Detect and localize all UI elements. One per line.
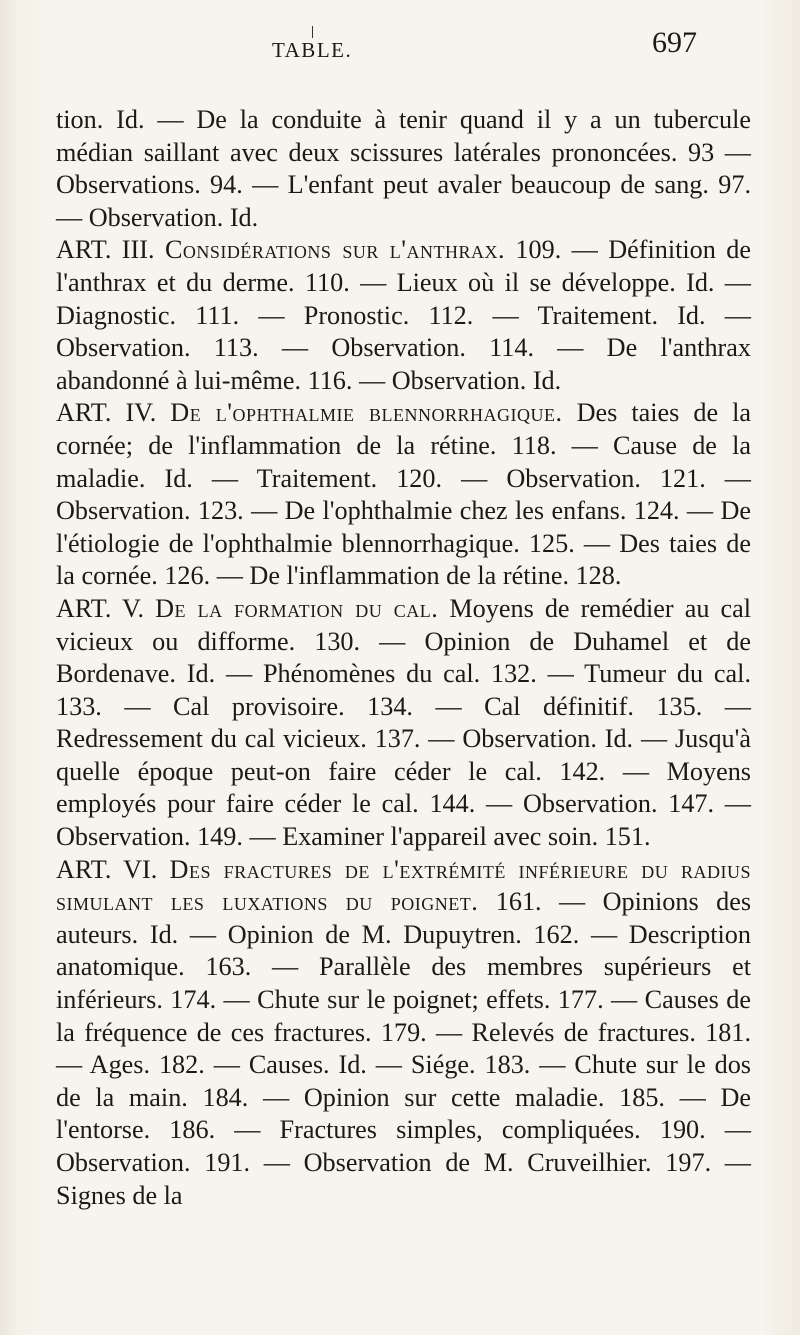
article-5-entry <box>56 593 751 854</box>
article-3-title: Considérations sur l'anthrax. <box>164 235 505 265</box>
article-4-title: De l'ophthalmie blennorrhagique. <box>170 398 563 428</box>
running-title: TABLE. <box>272 38 353 62</box>
article-4-entry <box>56 397 751 593</box>
article-5-text: Moyens de remédier au cal vicieux ou difforme. 130. — Opinion de Duhamel et de Bordenave. Id. — Phénomènes du cal. 132. — Tumeur du cal. 133. — Cal provisoire. 134. — Cal définitif. 135. — Redressement du cal vicieux. 137. — Observation. Id. — Jusqu'à quelle époque peut-on faire céder le cal. 142. — Moyens employés pour faire céder le cal. 144. — Observation. 147. — Observation. 149. — Examiner l'appareil avec soin. 151. <box>56 593 752 852</box>
article-3-entry <box>56 234 751 397</box>
page-number: 697 <box>652 26 697 59</box>
page-header <box>0 26 800 66</box>
article-5-title: De la formation du cal. <box>155 593 439 623</box>
article-3-label: ART. III. <box>56 235 155 265</box>
continuation-entry <box>56 104 751 234</box>
article-4-label: ART. IV. <box>56 398 157 428</box>
article-6-text: 161. — Opinions des auteurs. Id. — Opinion de M. Dupuytren. 162. — Description anatomique. 163. — Parallèle des membres supérieurs et inférieurs. 174. — Chute sur le poignet; effets. 177. — Causes de la fréquence de ces fractures. 179. — Relevés de fractures. 181. — Ages. 182. — Causes. Id. — Siége. 183. — Chute sur le dos de la main. 184. — Opinion sur cette maladie. 185. — De l'entorse. 186. — Fractures simples, compliquées. 190. — Observation. 191. — Observation de M. Cruveilhier. 197. — Signes de la <box>56 887 752 1210</box>
continuation-text: tion. Id. — De la conduite à tenir quand il y a un tubercule médian saillant avec deux scissures latérales prononcées. 93 — Observations. 94. — L'enfant peut avaler beaucoup de sang. 97. — Observation. Id. <box>56 105 751 232</box>
article-6-title: Des fractures de l'extrémité inférieure du radius simulant les luxations du poignet. <box>56 854 751 917</box>
article-3-text: 109. — Définition de l'anthrax et du derme. 110. — Lieux où il se développe. Id. — Diagnostic. 111. — Pronostic. 112. — Traitement. Id. — Observation. 113. — Observation. 114. — De l'anthrax abandonné à lui-même. 116. — Observation. Id. <box>56 235 751 395</box>
article-6-label: ART. VI. <box>56 854 158 884</box>
article-5-label: ART. V. <box>56 593 145 623</box>
print-mark <box>312 26 319 38</box>
index-text <box>56 104 751 1212</box>
article-6-entry <box>56 854 751 1213</box>
article-4-text: Des taies de la cornée; de l'inflammation de la rétine. 118. — Cause de la maladie. Id. — Traitement. 120. — Observation. 121. — Observation. 123. — De l'ophthalmie chez les enfans. 124. — De l'étiologie de l'ophthalmie blennorrhagique. 125. — Des taies de la cornée. 126. — De l'inflammation de la rétine. 128. <box>56 398 751 591</box>
